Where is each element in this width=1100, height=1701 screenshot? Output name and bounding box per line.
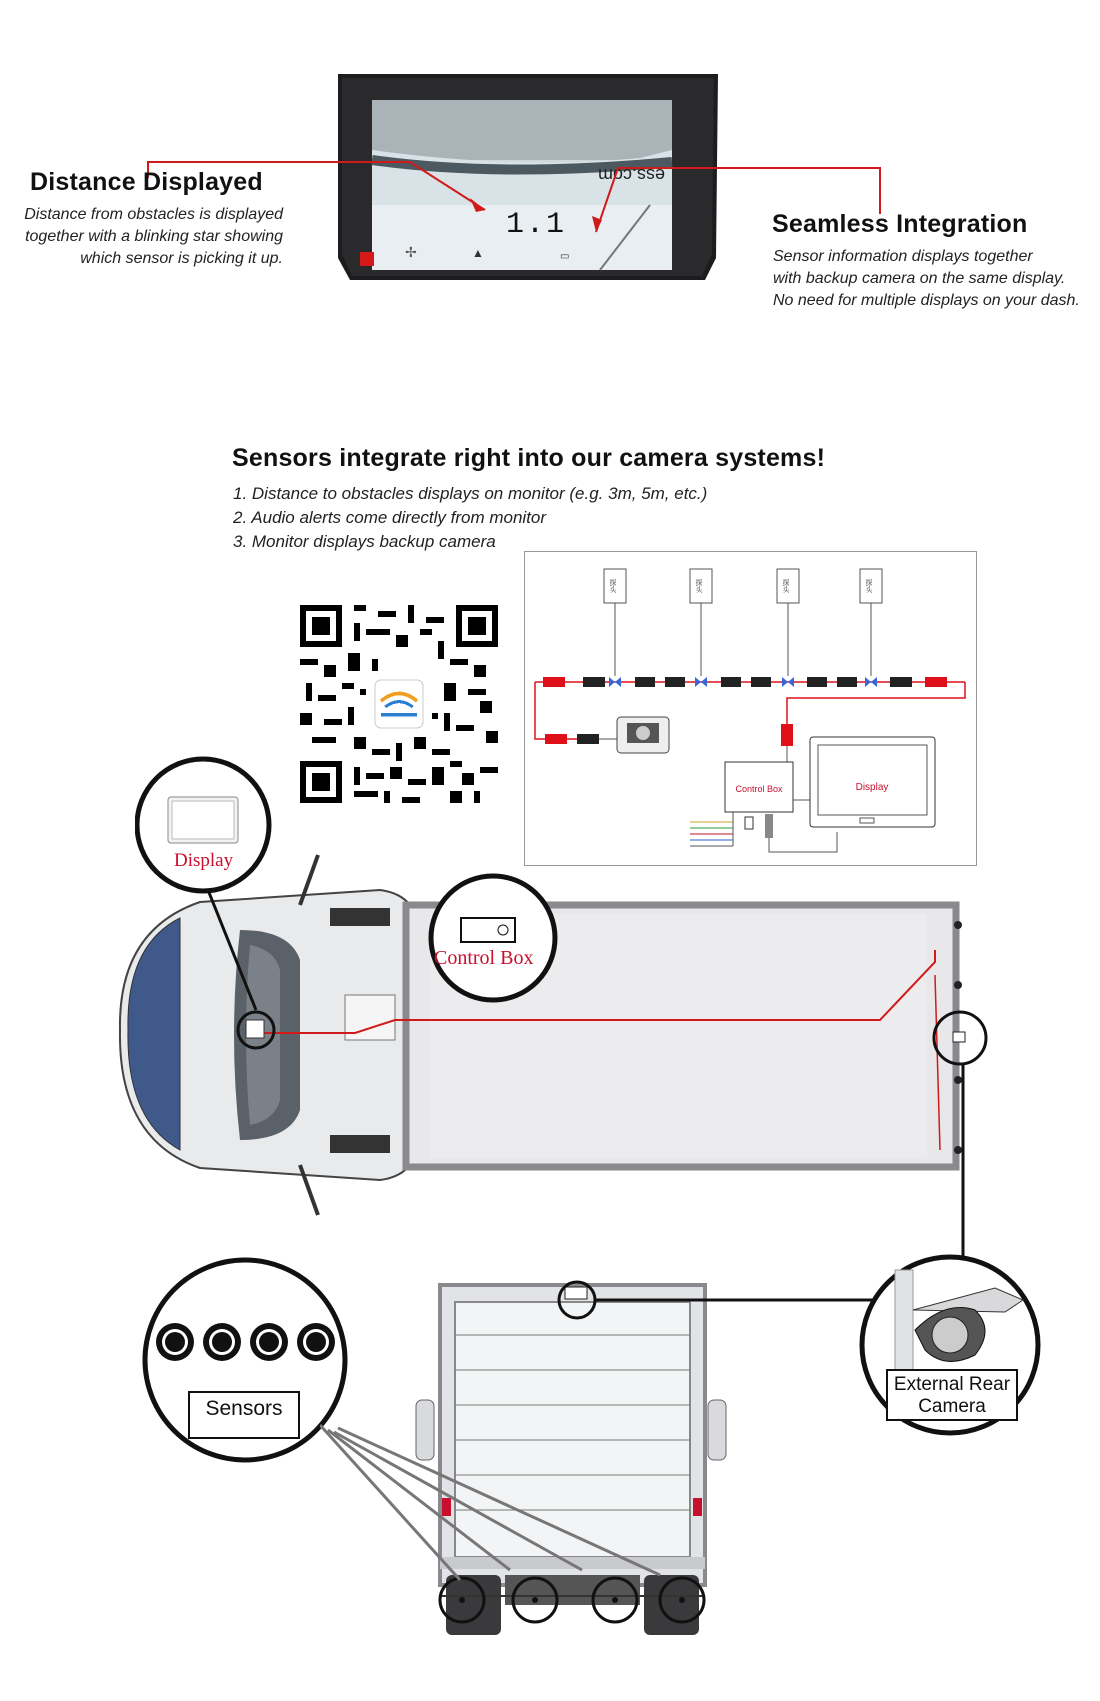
external-camera-label-line-1: External Rear — [893, 1374, 1011, 1395]
sensor-point-2: 2. Audio alerts come directly from monitor — [233, 508, 547, 527]
schematic-display-label: Display — [855, 782, 889, 793]
sensors-points — [233, 482, 707, 554]
sensor-point-3: 3. Monitor displays backup camera — [233, 532, 496, 551]
distance-reading: 1.1 — [506, 208, 567, 242]
integration-callout-text — [773, 246, 1093, 312]
integration-line-3: No need for multiple displays on your dash. — [773, 292, 1080, 309]
external-camera-label — [887, 1374, 1017, 1418]
control-box-callout-label: Control Box — [434, 947, 534, 969]
sensor-point-1: 1. Distance to obstacles displays on monitor (e.g. 3m, 5m, etc.) — [233, 484, 708, 503]
rear-camera-mount — [555, 1278, 599, 1322]
distance-line-2: together with a blinking star showing — [25, 228, 283, 245]
external-camera-label-line-2: Camera — [918, 1396, 986, 1417]
display-pointer — [200, 890, 280, 1070]
radar-icon: ✢ — [405, 244, 417, 260]
display-callout-label: Display — [174, 850, 234, 871]
external-camera-magnifier — [855, 1250, 1055, 1450]
integration-line-2: with backup camera on the same display. — [773, 270, 1066, 287]
schematic-sensor-label-1: 探头 — [609, 579, 616, 593]
integration-callout-title: Seamless Integration — [772, 210, 1028, 238]
display-magnifier — [135, 755, 285, 905]
control-box-magnifier — [425, 870, 565, 1010]
distance-callout-title: Distance Displayed — [30, 168, 263, 196]
integration-line-1: Sensor information displays together — [773, 248, 1033, 265]
battery-icon: ▭ — [560, 251, 570, 262]
mirrored-watermark: ess.com — [598, 165, 666, 185]
distance-line-1: Distance from obstacles is displayed — [24, 206, 283, 223]
sensors-pointer-lines — [320, 1420, 700, 1620]
schematic-sensor-label-2: 探头 — [695, 579, 702, 593]
sensor-icon: ▲ — [472, 246, 484, 260]
schematic-sensor-label-3: 探头 — [782, 579, 789, 593]
schematic-sensor-label-4: 探头 — [865, 579, 872, 593]
distance-line-3: which sensor is picking it up. — [80, 250, 283, 267]
sensors-heading: Sensors integrate right into our camera systems! — [232, 444, 826, 472]
distance-callout-text — [20, 204, 283, 270]
sensors-callout-label: Sensors — [205, 1397, 283, 1420]
schematic-control-box-label: Control Box — [735, 784, 783, 794]
